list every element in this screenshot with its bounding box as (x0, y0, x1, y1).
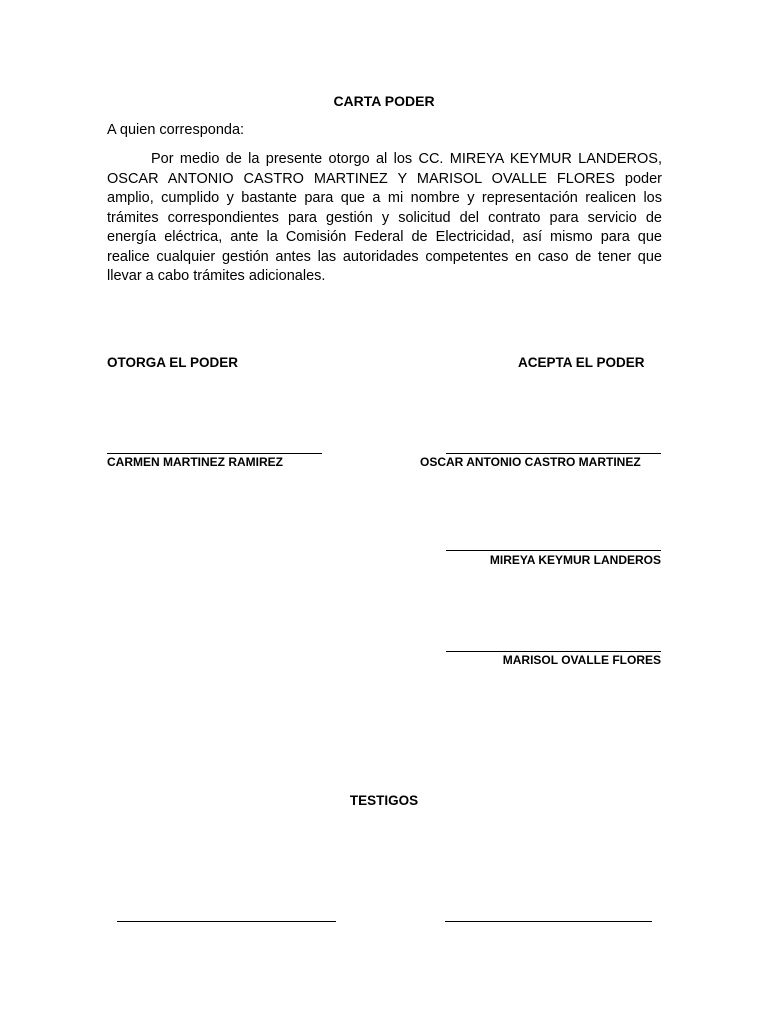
grantor-signature-line (107, 453, 322, 454)
acceptor-heading: ACEPTA EL PODER (518, 355, 645, 370)
body-paragraph: Por medio de la presente otorgo al los CC. MIREYA KEYMUR LANDEROS, OSCAR ANTONIO CASTRO MARTINEZ Y MARISOL OVALLE FLORES poder amplio, cumplido y bastante para que a mi nombre y representación realicen los trámites correspondientes para gestión y solicitud del contrato para servicio de energía eléctrica, ante la Comisión Federal de Electricidad, así mismo para que realice cualquier gestión antes las autoridades competentes en caso de tener que llevar a cabo trámites adicionales. (107, 151, 662, 284)
acceptor-3-name: MARISOL OVALLE FLORES (502, 653, 661, 667)
acceptor-1-signature-line (446, 453, 661, 454)
witnesses-heading: TESTIGOS (349, 793, 419, 808)
acceptor-2-signature-line (446, 550, 661, 551)
witness-1-signature-line (117, 921, 336, 922)
grantor-name: CARMEN MARTINEZ RAMIREZ (107, 455, 283, 469)
document-title: CARTA PODER (333, 93, 435, 109)
acceptor-3-signature-line (446, 651, 661, 652)
grantor-heading: OTORGA EL PODER (107, 355, 239, 370)
acceptor-1-name: OSCAR ANTONIO CASTRO MARTINEZ (420, 455, 641, 469)
greeting: A quien corresponda: (107, 122, 245, 138)
acceptor-2-name: MIREYA KEYMUR LANDEROS (489, 553, 661, 567)
witness-2-signature-line (445, 921, 652, 922)
